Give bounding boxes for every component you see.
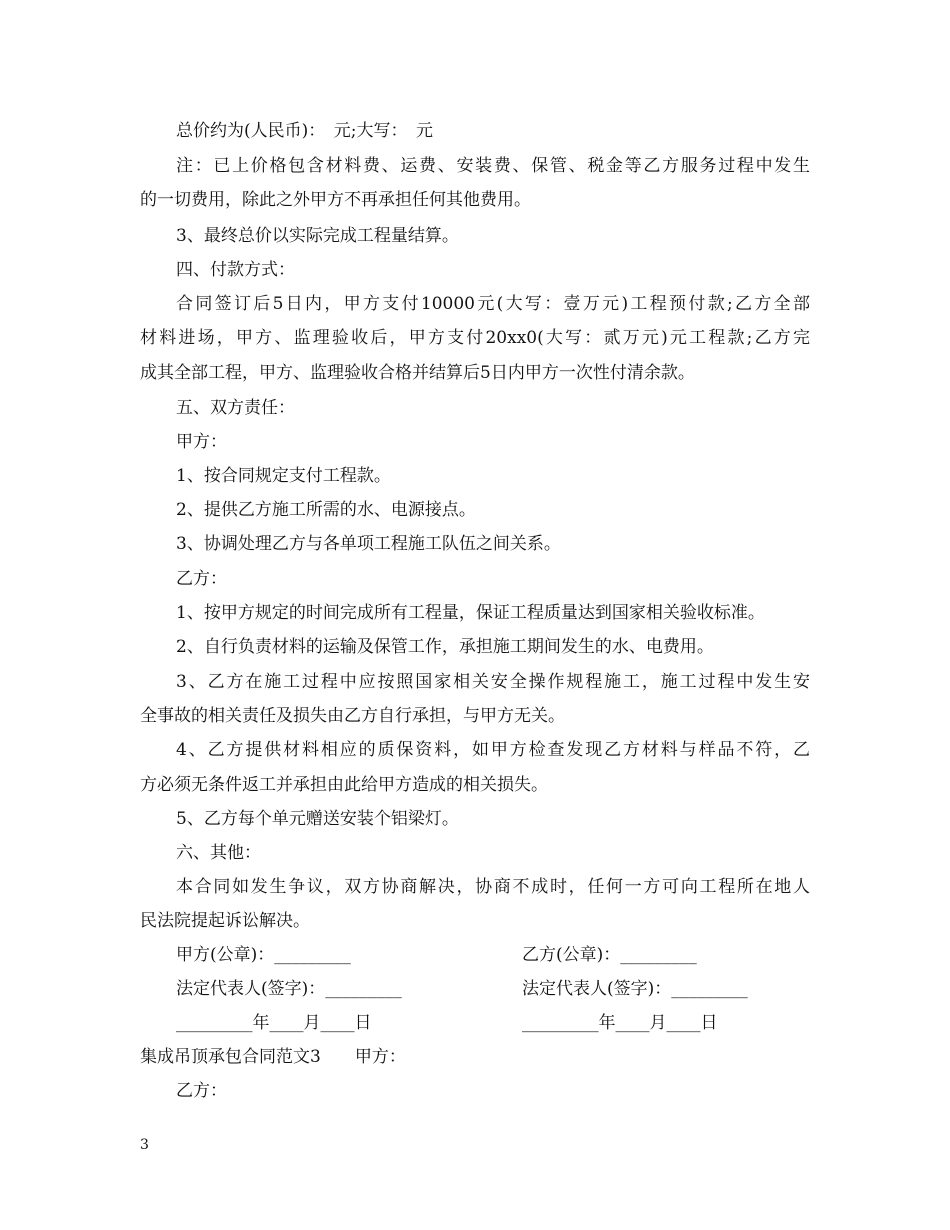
- party-b-item-4-line-2: 方必须无条件返工并承担由此给甲方造成的相关损失。: [140, 775, 548, 795]
- party-b-representative: 法定代表人(签字)：_________: [522, 979, 748, 999]
- clause-3-final-price: 3、最终总价以实际完成工程量结算。: [176, 226, 459, 246]
- party-a-date: _________年____月____日: [176, 1013, 372, 1033]
- payment-line-1: 合同签订后5日内，甲方支付10000元(大写：壹万元)工程预付款;乙方全部: [176, 294, 810, 314]
- section-5-heading: 五、双方责任：: [176, 398, 295, 418]
- party-b-item-2: 2、自行负责材料的运输及保管工作，承担施工期间发生的水、电费用。: [176, 637, 714, 657]
- party-b-item-1: 1、按甲方规定的时间完成所有工程量，保证工程质量达到国家相关验收标准。: [176, 603, 765, 623]
- total-price-line: 总价约为(人民币)： 元;大写： 元: [176, 121, 433, 141]
- party-a-item-3: 3、协调处理乙方与各单项工程施工队伍之间关系。: [176, 534, 561, 554]
- party-b-item-5: 5、乙方每个单元赠送安装个铝梁灯。: [176, 809, 459, 829]
- next-contract-title: 集成吊顶承包合同范文3 甲方：: [140, 1047, 406, 1067]
- party-b-seal: 乙方(公章)：_________: [522, 945, 697, 965]
- section-4-heading: 四、付款方式：: [176, 260, 295, 280]
- party-a-seal: 甲方(公章)：_________: [176, 945, 351, 965]
- party-b-heading: 乙方：: [176, 569, 227, 589]
- dispute-line-2: 民法院提起诉讼解决。: [140, 911, 310, 931]
- note-line-2: 的一切费用，除此之外甲方不再承担任何其他费用。: [140, 190, 531, 210]
- party-a-representative: 法定代表人(签字)：_________: [176, 979, 402, 999]
- payment-line-3: 成其全部工程，甲方、监理验收合格并结算后5日内甲方一次性付清余款。: [140, 363, 695, 383]
- page-number: 3: [140, 1137, 149, 1153]
- party-a-heading: 甲方：: [176, 432, 227, 452]
- party-b-item-4-line-1: 4、乙方提供材料相应的质保资料，如甲方检查发现乙方材料与样品不符，乙: [176, 740, 810, 760]
- next-party-b: 乙方：: [176, 1081, 227, 1101]
- party-b-item-3-line-2: 全事故的相关责任及损失由乙方自行承担，与甲方无关。: [140, 706, 565, 726]
- note-line-1: 注：已上价格包含材料费、运费、安装费、保管、税金等乙方服务过程中发生: [176, 156, 810, 176]
- party-a-item-2: 2、提供乙方施工所需的水、电源接点。: [176, 500, 476, 520]
- section-6-heading: 六、其他：: [176, 843, 261, 863]
- party-a-item-1: 1、按合同规定支付工程款。: [176, 466, 391, 486]
- payment-line-2: 材料进场，甲方、监理验收后，甲方支付20xx0(大写：贰万元)元工程款;乙方完: [140, 328, 810, 348]
- dispute-line-1: 本合同如发生争议，双方协商解决，协商不成时，任何一方可向工程所在地人: [176, 877, 810, 897]
- party-b-date: _________年____月____日: [522, 1013, 718, 1033]
- party-b-item-3-line-1: 3、乙方在施工过程中应按照国家相关安全操作规程施工，施工过程中发生安: [176, 672, 810, 692]
